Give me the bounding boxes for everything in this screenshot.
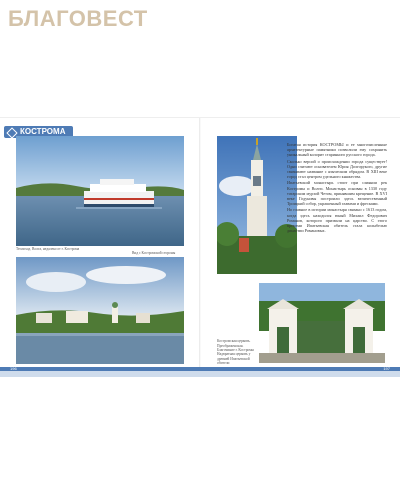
photo-river-boat xyxy=(16,136,184,246)
body-text xyxy=(287,142,387,234)
photo-river-town xyxy=(16,257,184,364)
caption-photo1-left: Теплоход. Волга, недалеко от г. Кострома xyxy=(16,247,80,251)
photo-gate-building xyxy=(259,283,385,363)
caption-photo4-extra: Надвратная церковь у древней Ипатьевской обители xyxy=(217,352,251,366)
paragraph-3: Ипатьевский монастырь стоит при слиянии рек Костромы и Волги. Монастырь основан в 1330 году татарским мурзой Четом, принявшим крещение. В XVI веке Годуновы построили здесь величественный Троицкий собор, украшенный главами и фресками. xyxy=(287,180,387,207)
footer-band xyxy=(0,371,400,377)
paragraph-4: Но главное в истории монастыря связано с 1613 годом, когда здесь находился юный Михаил Федорович Романов, которого призвали на царство. С этого времени Ипатьевская обитель стала колыбелью династии Романовых. xyxy=(287,207,387,234)
paragraph-2: Сколько версий о происхождении города существует! Одни считают основателем Юрия Долгорукого, другие связывают название с языческим обрядом. В XIII веке город стал центром удельного княжества. xyxy=(287,158,387,180)
caption-photo1-right: Вид с Костромской стороны xyxy=(132,251,176,255)
paragraph-1: Богатая история КОСТРОМЫ и ее многочисленные архитектурные памятники позволили ему сохранить уникальный колорит старинного русского города. xyxy=(287,142,387,158)
page-number-left: 196 xyxy=(10,366,17,371)
chapter-tag: КОСТРОМА xyxy=(4,126,73,138)
photo-bell-tower xyxy=(217,136,297,274)
publisher-logo: БЛАГОВЕСТ xyxy=(8,6,148,31)
book-gutter xyxy=(199,118,201,376)
page-number-right: 197 xyxy=(383,366,390,371)
caption-photo4: Костромская церковь. Преображенская. Благочиние г. Костромы xyxy=(217,339,254,353)
